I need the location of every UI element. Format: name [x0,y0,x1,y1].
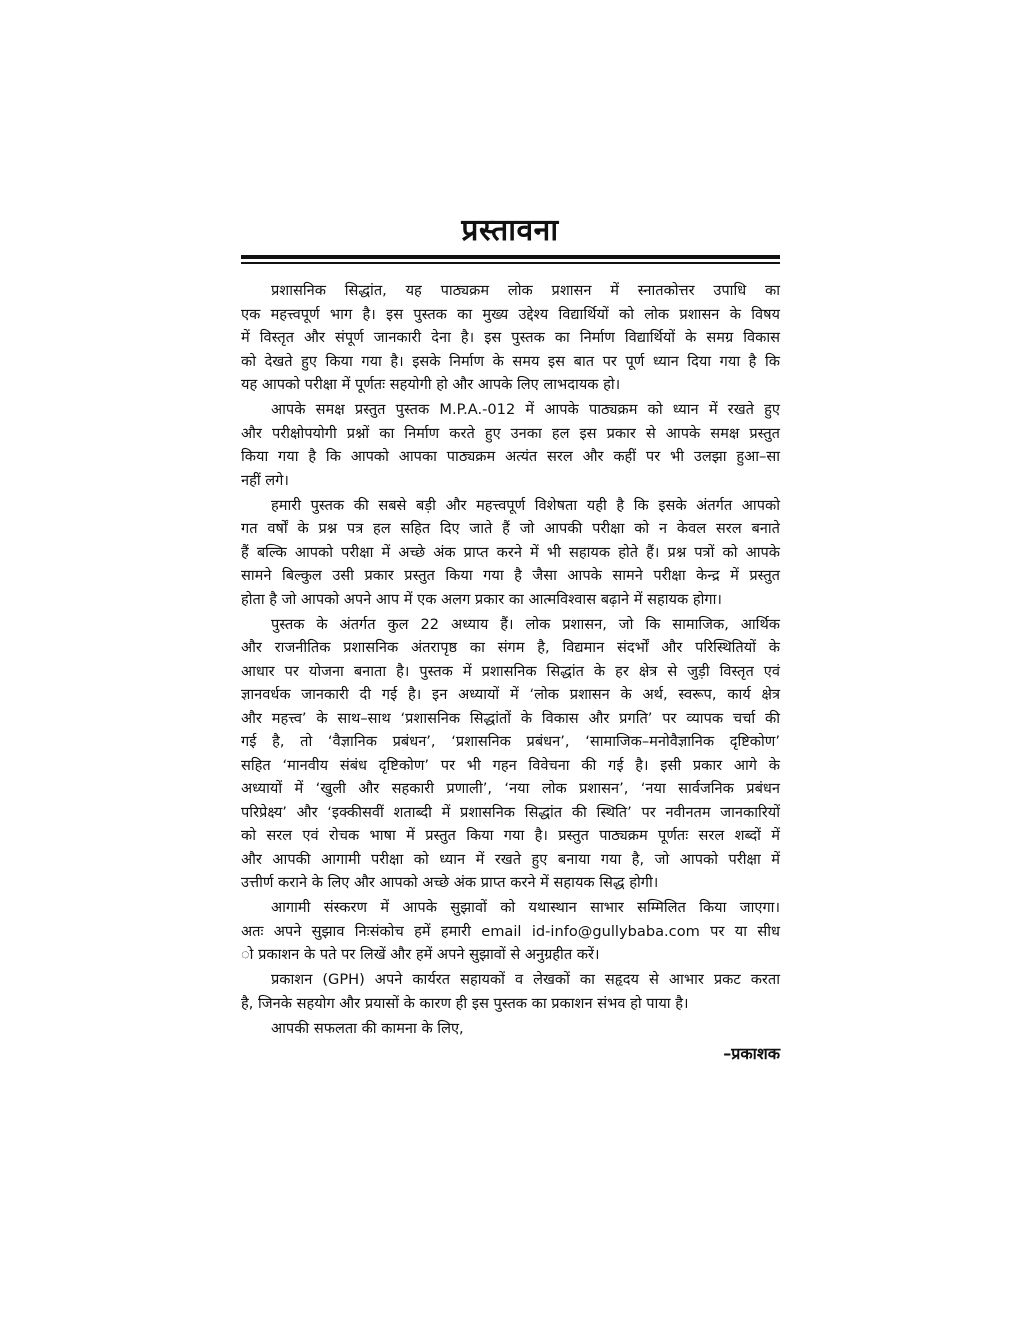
paragraph [241,279,780,397]
text-line: और महत्त्व’ के साथ–साथ ‘प्रशासनिक सिद्धांतों के विकास और प्रगति’ पर व्यापक चर्चा की [241,709,780,727]
text-line: को देखते हुए किया गया है। इसके निर्माण के समय इस बात पर पूर्ण ध्यान दिया गया है कि [241,352,780,370]
text-line: गत वर्षों के प्रश्न पत्र हल सहित दिए जाते हैं जो आपकी परीक्षा को न केवल सरल बनाते [241,520,780,537]
paragraph [241,494,780,612]
text-line: आधार पर योजना बनाता है। पुस्तक में प्रशासनिक सिद्धांत के हर क्षेत्र से जुड़ी विस्तृत एवं [241,662,780,680]
page-title: प्रस्तावना [461,213,559,248]
paragraph [241,968,780,1015]
text-line: आपकी सफलता की कामना के लिए, [271,1019,464,1037]
text-line: अतः अपने सुझाव निःसंकोच हमें हमारी email id-info@gullybaba.com पर या सीध [241,922,780,940]
preface-body [241,279,780,1042]
text-line: हैं बल्कि आपको परीक्षा में अच्छे अंक प्राप्त करने में भी सहायक होते हैं। प्रश्न पत्रों को आपके [241,543,780,561]
title-rule-thin [241,262,780,264]
text-line: उत्तीर्ण कराने के लिए और आपको अच्छे अंक प्राप्त करने में सहायक सिद्ध होगी। [241,874,659,891]
text-line: आगामी संस्करण में आपके सुझावों को यथास्थान साभार सम्मिलित किया जाएगा। [271,899,780,916]
text-line: एक महत्त्वपूर्ण भाग है। इस पुस्तक का मुख्य उद्देश्य विद्यार्थियों को लोक प्रशासन के विषय [241,305,780,323]
text-line: परिप्रेक्ष्य’ और ‘इक्कीसवीं शताब्दी में प्रशासनिक सिद्धांत की स्थिति’ पर नवीनतम जानकारियों [241,803,780,821]
text-line: है, जिनके सहयोग और प्रयासों के कारण ही इस पुस्तक का प्रकाशन संभव हो पाया है। [241,994,689,1012]
text-line: नहीं लगे। [241,471,289,489]
paragraph [241,1017,780,1041]
paragraph [241,896,780,967]
text-line: और परीक्षोपयोगी प्रश्नों का निर्माण करते हुए उनका हल इस प्रकार से आपके समक्ष प्रस्तुत [241,424,780,442]
text-line: को सरल एवं रोचक भाषा में प्रस्तुत किया गया है। प्रस्तुत पाठ्यक्रम पूर्णतः सरल शब्दों में [241,827,780,844]
paragraph [241,398,780,492]
text-line: और राजनीतिक प्रशासनिक अंतरापृष्ठ का संगम है, विद्यमान संदर्भों और परिस्थितियों के [241,639,780,656]
signature: –प्रकाशक [723,1044,780,1063]
text-line: आपके समक्ष प्रस्तुत पुस्तक M.P.A.-012 में आपके पाठ्यक्रम को ध्यान में रखते हुए [271,401,780,418]
text-line: गई है, तो ‘वैज्ञानिक प्रबंधन’, ‘प्रशासनिक प्रबंधन’, ‘सामाजिक–मनोवैज्ञानिक दृष्टिकोण’ [241,733,780,750]
paragraph [241,613,780,895]
text-line: और आपकी आगामी परीक्षा को ध्यान में रखते हुए बनाया गया है, जो आपको परीक्षा में [241,850,780,868]
text-line: प्रकाशन (GPH) अपने कार्यरत सहायकों व लेखकों का सहृदय से आभार प्रकट करता [271,971,780,988]
text-line: ो प्रकाशन के पते पर लिखें और हमें अपने सुझावों से अनुग्रहीत करें। [241,946,600,963]
text-line: अध्यायों में ‘खुली और सहकारी प्रणाली’, ‘नया लोक प्रशासन’, ‘नया सार्वजनिक प्रबंधन [241,780,780,797]
text-line: ज्ञानवर्धक जानकारी दी गई है। इन अध्यायों में ‘लोक प्रशासन के अर्थ, स्वरूप, कार्य क्षेत्र [241,686,780,703]
text-line: प्रशासनिक सिद्धांत, यह पाठ्यक्रम लोक प्रशासन में स्नातकोत्तर उपाधि का [271,282,780,299]
text-line: सहित ‘मानवीय संबंध दृष्टिकोण’ पर भी गहन विवेचना की गई है। इसी प्रकार आगे के [241,756,780,774]
text-line: में विस्तृत और संपूर्ण जानकारी देना है। इस पुस्तक का निर्माण विद्यार्थियों के समग्र विकास [241,329,780,346]
text-line: यह आपको परीक्षा में पूर्णतः सहयोगी हो और आपके लिए लाभदायक हो। [241,376,621,393]
text-line: पुस्तक के अंतर्गत कुल 22 अध्याय हैं। लोक प्रशासन, जो कि सामाजिक, आर्थिक [271,615,780,633]
title-rule-thick [241,255,780,259]
text-line: किया गया है कि आपको आपका पाठ्यक्रम अत्यंत सरल और कहीं पर भी उलझा हुआ–सा [241,448,780,465]
text-line: हमारी पुस्तक की सबसे बड़ी और महत्त्वपूर्ण विशेषता यही है कि इसके अंतर्गत आपको [271,496,780,514]
text-line: होता है जो आपको अपने आप में एक अलग प्रकार का आत्मविश्वास बढ़ाने में सहायक होगा। [241,590,722,608]
text-line: सामने बिल्कुल उसी प्रकार प्रस्तुत किया गया है जैसा आपके सामने परीक्षा केन्द्र में प्रस्तुत [241,567,780,584]
